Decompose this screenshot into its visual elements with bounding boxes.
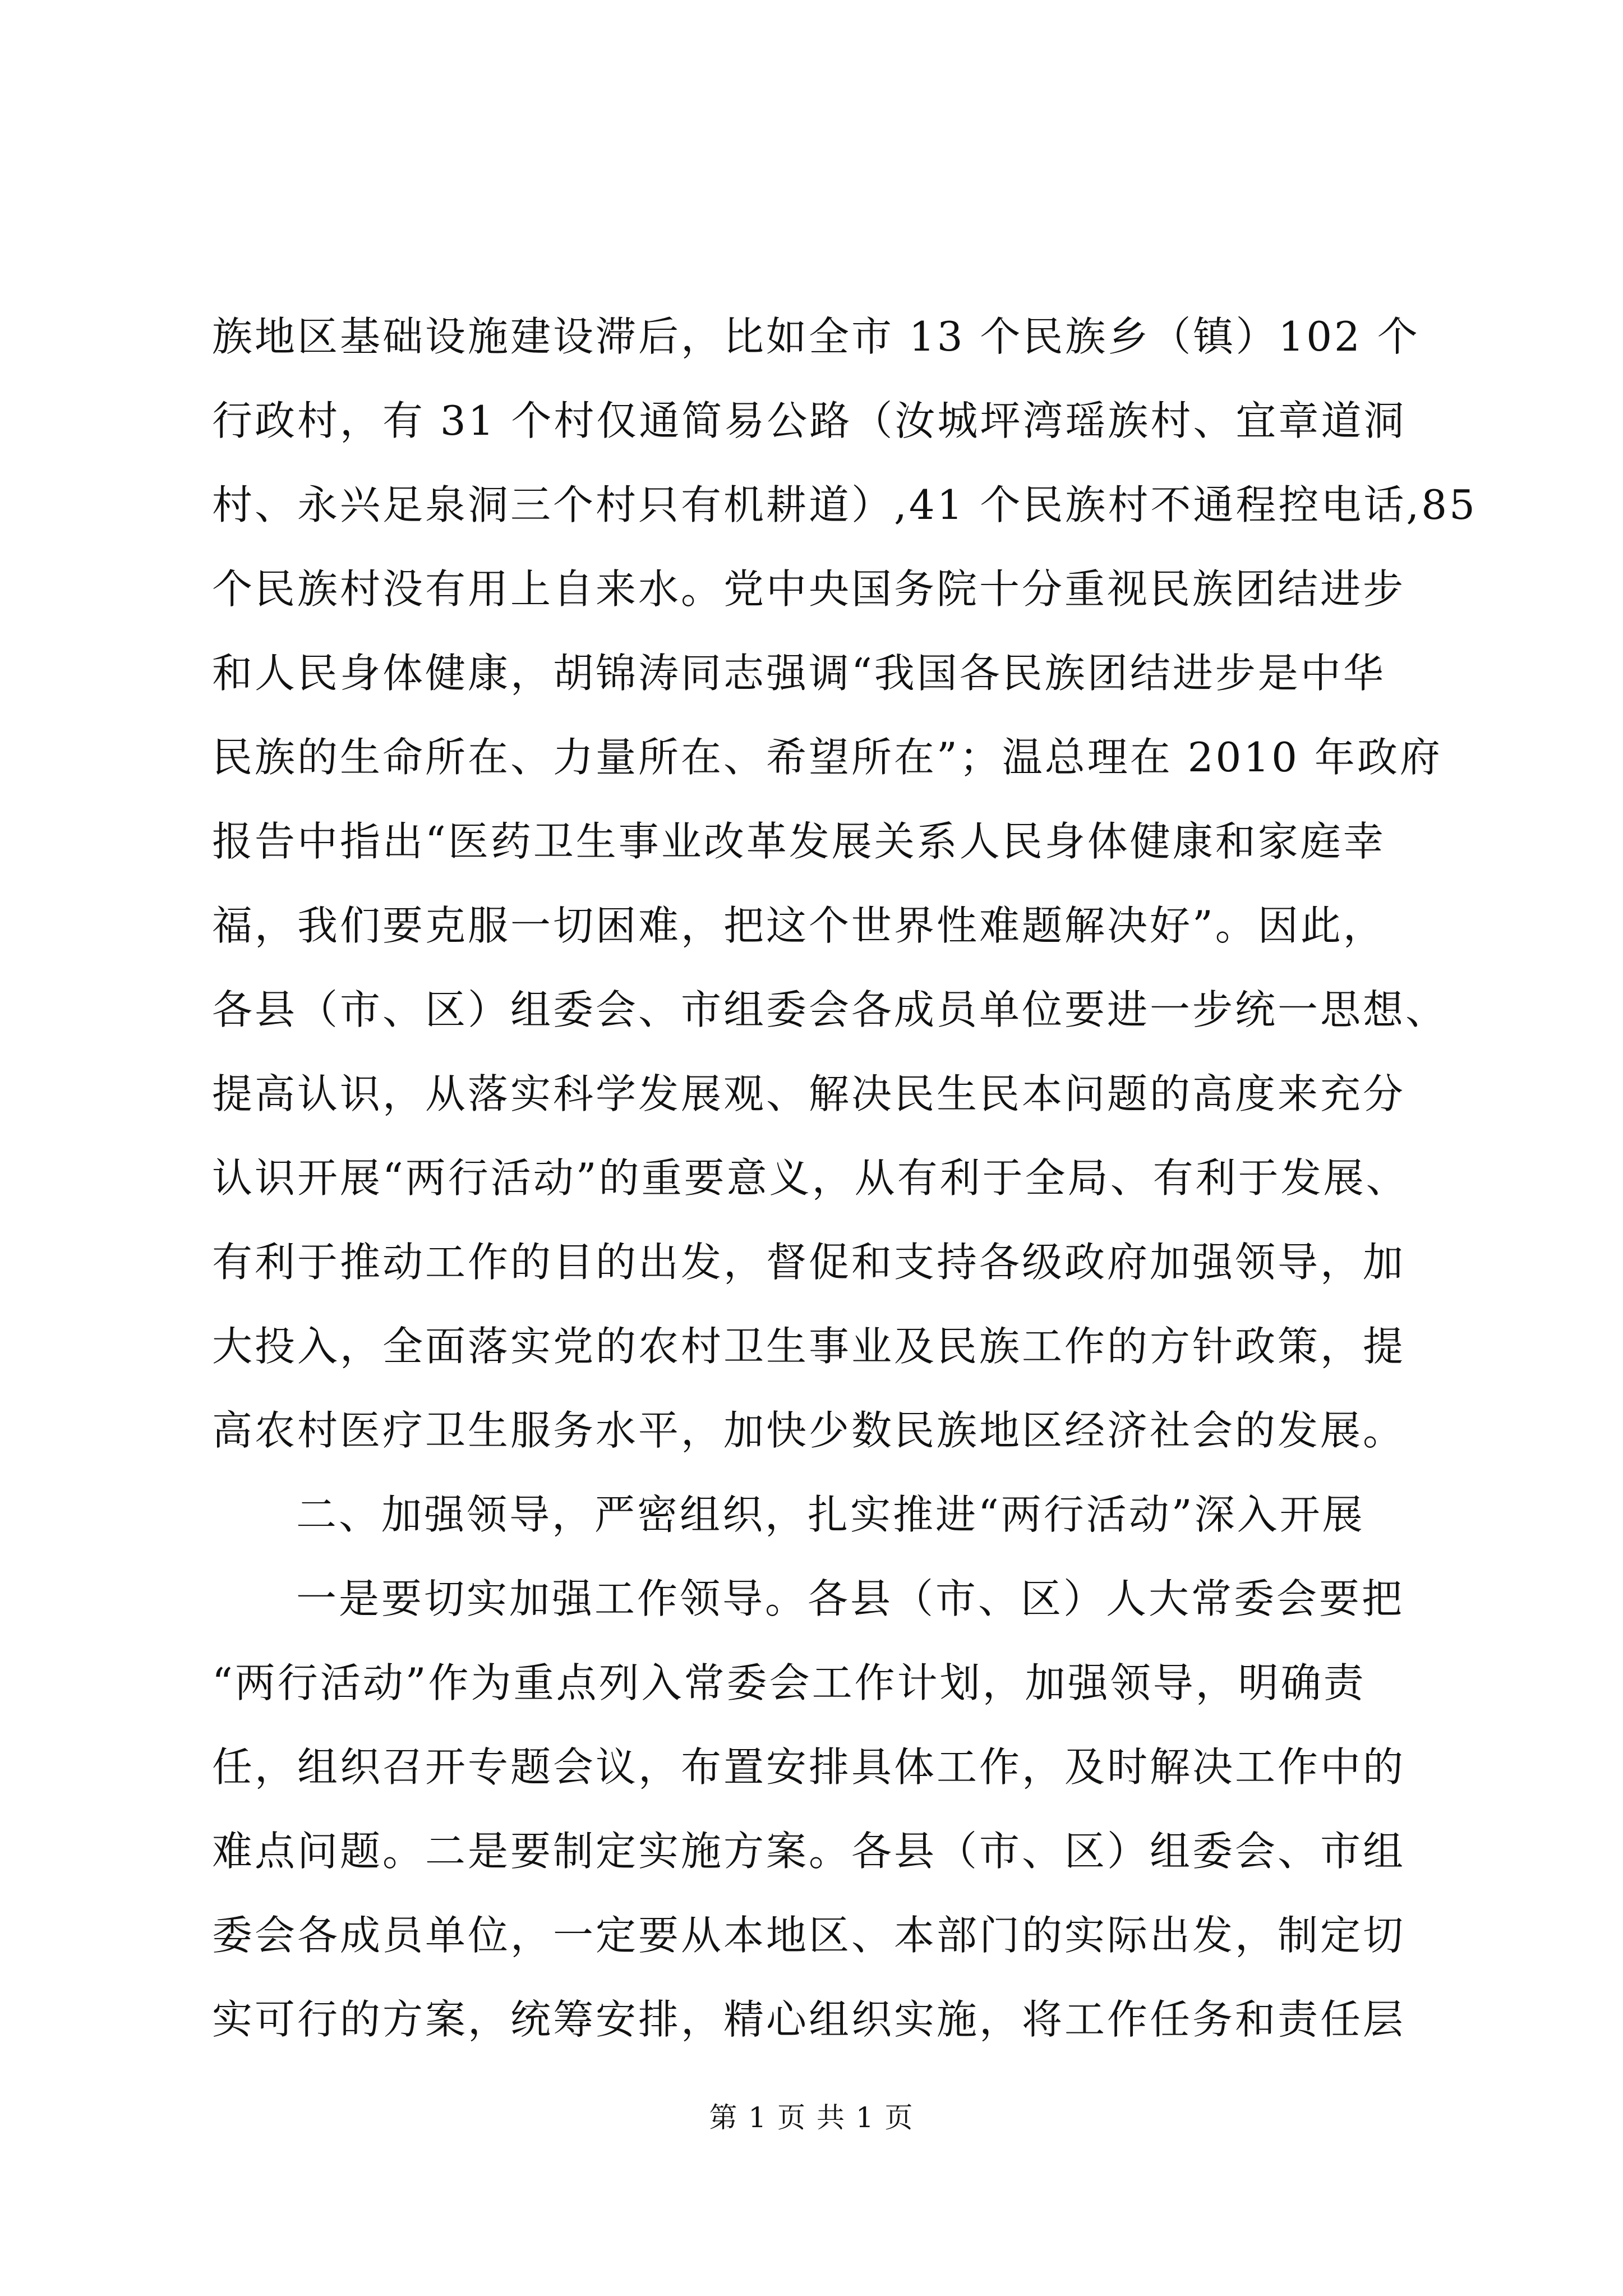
text-line-14: 高农村医疗卫生服务水平，加快少数民族地区经济社会的发展。 [212, 1407, 1406, 1454]
text-line-19: 难点问题。二是要制定实施方案。各县（市、区）组委会、市组 [212, 1828, 1406, 1875]
text-line-21: 实可行的方案，统筹安排，精心组织实施，将工作任务和责任层 [212, 1996, 1406, 2043]
text-line-8: 福，我们要克服一切困难，把这个世界性难题解决好”。因此， [212, 902, 1386, 949]
text-line-20: 委会各成员单位，一定要从本地区、本部门的实际出发，制定切 [212, 1912, 1406, 1959]
text-line-3: 村、永兴足泉洞三个村只有机耕道）,41 个民族村不通程控电话,85 [212, 481, 1477, 528]
text-line-10: 提高认识，从落实科学发展观、解决民生民本问题的高度来充分 [212, 1070, 1406, 1117]
text-line-11: 认识开展“两行活动”的重要意义，从有利于全局、有利于发展、 [212, 1154, 1409, 1202]
text-line-7: 报告中指出“医药卫生事业改革发展关系人民身体健康和家庭幸 [212, 818, 1386, 865]
text-line-12: 有利于推动工作的目的出发，督促和支持各级政府加强领导，加 [212, 1239, 1406, 1286]
text-line-4: 个民族村没有用上自来水。党中央国务院十分重视民族团结进步 [212, 565, 1406, 613]
text-line-13: 大投入，全面落实党的农村卫生事业及民族工作的方针政策，提 [212, 1323, 1406, 1370]
text-line-6: 民族的生命所在、力量所在、希望所在”；温总理在 2010 年政府 [212, 734, 1442, 781]
document-body [212, 295, 1477, 2062]
section-heading: 二、加强领导，严密组织，扎实推进“两行活动”深入开展 [296, 1491, 1365, 1538]
text-line-5: 和人民身体健康，胡锦涛同志强调“我国各民族团结进步是中华 [212, 650, 1386, 697]
page-number-footer: 第 1 页 共 1 页 [709, 2101, 914, 2134]
text-line-2: 行政村，有 31 个村仅通简易公路（汝城坪湾瑶族村、宜章道洞 [212, 397, 1407, 444]
text-line-18: 任，组织召开专题会议，布置安排具体工作，及时解决工作中的 [212, 1743, 1406, 1791]
text-line-9: 各县（市、区）组委会、市组委会各成员单位要进一步统一思想、 [212, 986, 1449, 1033]
text-line-17: “两行活动”作为重点列入常委会工作计划，加强领导，明确责 [212, 1659, 1366, 1706]
text-line-16: 一是要切实加强工作领导。各县（市、区）人大常委会要把 [296, 1575, 1405, 1622]
text-line-1: 族地区基础设施建设滞后，比如全市 13 个民族乡（镇）102 个 [212, 313, 1420, 360]
